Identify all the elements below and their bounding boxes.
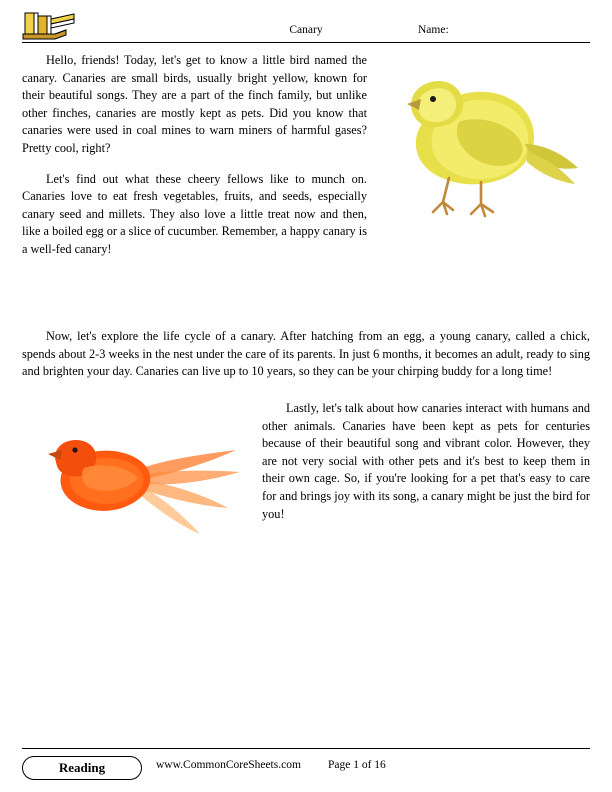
subject-badge: Reading (22, 756, 142, 780)
article-block-middle (22, 328, 590, 381)
paragraph-2: Let's find out what these cheery fellows like to munch on. Canaries love to eat fresh vegetables, fruits, and seeds, especially canary seed and millets. They also love a little treat now and then, like a boiled egg or a slice of cucumber. Remember, a happy canary is a well-fed canary! (22, 171, 367, 256)
paragraph-4: Lastly, let's talk about how canaries interact with humans and other animals. Canaries have been kept as pets for centuries because of their beautiful song and vibrant color. However, they are not very social with other pets and it's best to keep them in their own cage. So, if you're looking for a pet that's easy to care for and brings joy with its song, a canary might be just the bird for you! (262, 401, 590, 521)
footer-divider (22, 748, 590, 749)
footer-page-number: Page 1 of 16 (328, 759, 386, 771)
yellow-canary-illustration (375, 52, 590, 232)
paragraph-3: Now, let's explore the life cycle of a canary. After hatching from an egg, a young canary, called a chick, spends about 2-3 weeks in the nest under the care of its parents. In just 6 months, it becomes an adult, ready to sing and brighten your day. Canaries can live up to 10 years, so they can be your chirping buddy for a long time! (22, 329, 590, 379)
paragraph-1: Hello, friends! Today, let's get to know a little bird named the canary. Canaries are small birds, usually bright yellow, known for their beautiful songs. They are a part of the finch family, but unlike other finches, canaries are mostly kept as pets. Did you know that canaries were used in coal mines to warn miners of harmful gases? Pretty cool, right? (22, 53, 367, 155)
header-divider (22, 42, 590, 43)
page-footer (22, 756, 590, 784)
red-canary-illustration (22, 406, 252, 556)
page-header (0, 8, 612, 42)
name-field-label: Name: (418, 24, 449, 36)
article-block-top (22, 52, 590, 259)
page-title: Canary (289, 24, 323, 36)
article-block-bottom (22, 400, 590, 560)
footer-website: www.CommonCoreSheets.com (156, 759, 301, 771)
